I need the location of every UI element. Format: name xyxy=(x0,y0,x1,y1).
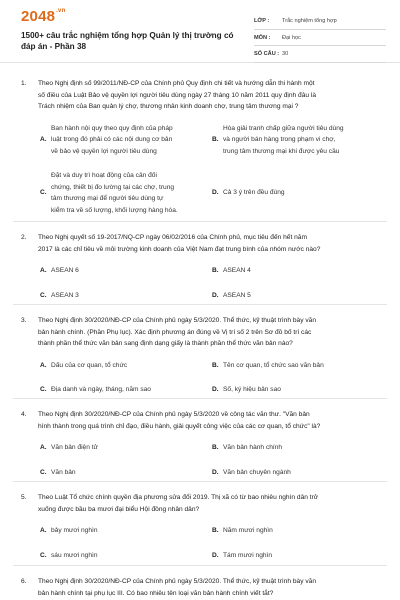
answer-option-c[interactable] xyxy=(40,550,210,562)
question-number: 2. xyxy=(21,234,27,241)
option-text-line: bảy mươi nghìn xyxy=(51,527,98,534)
option-text xyxy=(51,123,173,158)
option-text xyxy=(51,170,178,216)
option-text xyxy=(223,187,285,199)
answer-option-b[interactable] xyxy=(212,123,382,158)
option-text-line: kiểm tra về số lượng, khối lượng hàng hóa. xyxy=(51,206,178,214)
question-number: 3. xyxy=(21,317,27,324)
option-letter: C. xyxy=(40,386,47,393)
page-header xyxy=(0,0,400,63)
option-text-line: Ban hành nội quy theo quy định của pháp xyxy=(51,124,173,132)
question-text-line: Theo Nghị định số 99/2011/NĐ-CP của Chính phủ Quy định chi tiết và hướng dẫn thi hành một xyxy=(38,80,315,87)
option-letter: A. xyxy=(40,267,47,274)
option-text-line: ASEAN 5 xyxy=(223,291,251,299)
site-logo[interactable]: $2048^{.vn}$ xyxy=(21,8,66,25)
option-text xyxy=(51,525,98,537)
option-letter: A. xyxy=(40,136,47,143)
option-letter: D. xyxy=(212,386,219,393)
option-text-line: Văn bản chuyên ngành xyxy=(223,468,291,476)
question-separator xyxy=(13,304,387,305)
question-separator xyxy=(13,398,387,399)
answer-option-b[interactable] xyxy=(212,525,382,537)
question-separator xyxy=(13,565,387,566)
option-text xyxy=(51,550,98,562)
question-separator xyxy=(13,481,387,482)
option-text-line: Văn bản điện tử xyxy=(51,444,98,451)
option-letter: B. xyxy=(212,361,219,369)
meta-key: LỚP : xyxy=(254,18,270,25)
question-separator xyxy=(13,221,387,222)
answer-option-b[interactable] xyxy=(212,360,382,372)
option-text-line: trung tâm thương mại khi được yêu cầu xyxy=(223,147,340,155)
answer-option-d[interactable] xyxy=(212,384,382,396)
answer-option-a[interactable] xyxy=(40,265,210,277)
option-letter: D. xyxy=(212,551,219,559)
answer-option-d[interactable] xyxy=(212,290,382,302)
question-number: 4. xyxy=(21,411,27,418)
option-text-line: Dấu của cơ quan, tổ chức xyxy=(51,361,128,369)
question-text-line: Theo Nghị định 30/2020/NĐ-CP của Chính phủ ngày 5/3/2020. Thể thức, kỹ thuật trình bày văn xyxy=(38,578,316,585)
question-text xyxy=(38,315,388,350)
question-text-line: Theo Luật Tổ chức chính quyền địa phương sửa đổi 2019. Thị xã có từ bao nhiêu nghìn dân trở xyxy=(38,494,319,501)
question-text-line: bản hành chính. (Phần Phụ lục). Xác định phương án đúng về Vị trí số 2 trên Sơ đồ bố trí các xyxy=(38,328,312,336)
document-meta xyxy=(254,14,386,64)
option-text xyxy=(51,442,98,454)
answer-option-d[interactable] xyxy=(212,467,382,479)
option-letter: C. xyxy=(40,468,47,476)
question-text-line: hình thành trong quá trình chỉ đạo, điều hành, giải quyết công việc của các cơ quan, tổ chức" là? xyxy=(38,422,321,430)
answer-option-c[interactable] xyxy=(40,384,210,396)
meta-row-class xyxy=(254,14,386,30)
option-text-line: Năm mươi nghìn xyxy=(223,527,273,534)
meta-value: Đại học xyxy=(282,34,301,41)
option-text-line: Văn bản hành chính xyxy=(223,444,283,451)
option-text xyxy=(223,442,282,454)
option-text xyxy=(51,360,127,372)
meta-key: MÔN : xyxy=(254,34,271,41)
option-letter: A. xyxy=(40,361,47,369)
option-text-line: sáu mươi nghìn xyxy=(51,551,98,559)
question-text-line: số điều của Luật Bảo vệ quyền lợi người tiêu dùng ngày 27 tháng 10 năm 2011 quy định đâu là xyxy=(38,91,316,99)
option-text-line: Cả 3 ý trên đều đúng xyxy=(223,189,285,197)
option-text xyxy=(223,550,272,562)
option-text xyxy=(223,467,291,479)
question-number: 5. xyxy=(21,494,27,501)
question-text-line: Trách nhiệm của Ban quản lý chợ, thương nhân kinh doanh chợ, trung tâm thương mại ? xyxy=(38,103,299,110)
option-text-line: Đặt và duy trì hoạt động của cân đối xyxy=(51,172,157,179)
option-text xyxy=(223,265,251,277)
option-text-line: Địa danh và ngày, tháng, năm sao xyxy=(51,386,151,393)
meta-row-count xyxy=(254,47,386,63)
option-letter: B. xyxy=(212,267,219,274)
answer-option-a[interactable] xyxy=(40,525,210,537)
option-letter: A. xyxy=(40,527,47,534)
question-number: 1. xyxy=(21,80,27,87)
option-text-line: về bảo vệ quyền lợi người tiêu dùng xyxy=(51,147,157,155)
option-letter: D. xyxy=(212,189,219,197)
option-text-line: tâm thương mại để người tiêu dùng tự xyxy=(51,195,164,202)
question-text xyxy=(38,232,388,255)
option-text-line: chứng, thiết bị đo lường tại các chợ, trung xyxy=(51,183,175,191)
answer-option-a[interactable] xyxy=(40,442,210,454)
question-number: 6. xyxy=(21,578,27,585)
option-text-line: ASEAN 6 xyxy=(51,267,79,274)
option-text xyxy=(51,467,76,479)
option-text xyxy=(51,384,151,396)
option-letter: A. xyxy=(40,444,47,451)
answer-option-c[interactable] xyxy=(40,290,210,302)
option-letter: B. xyxy=(212,444,219,451)
question-text-line: Theo Nghị định 30/2020/NĐ-CP của Chính phủ ngày 5/3/2020 về công tác văn thư. "Văn bản xyxy=(38,411,310,418)
question-text xyxy=(38,492,388,515)
question-text-line: xuống được bầu ba mươi đại biểu Hội đồng nhân dân? xyxy=(38,505,200,513)
option-letter: B. xyxy=(212,527,219,534)
question-text xyxy=(38,409,388,432)
answer-option-c[interactable] xyxy=(40,467,210,479)
answer-option-c[interactable] xyxy=(40,170,210,216)
question-text xyxy=(38,576,388,599)
option-text-line: Tên cơ quan, tổ chức sao văn bản xyxy=(223,361,324,369)
option-text-line: và người bán hàng trong phạm vi chợ, xyxy=(223,136,336,143)
option-text xyxy=(51,265,79,277)
option-text-line: luật trong đó phải có các nội dung cơ bản xyxy=(51,136,173,143)
option-letter: D. xyxy=(212,291,219,299)
option-text-line: Văn bản xyxy=(51,468,76,476)
question-text xyxy=(38,78,388,113)
option-text-line: Hòa giải tranh chấp giữa người tiêu dùng xyxy=(223,124,344,132)
option-text xyxy=(223,360,324,372)
option-letter: D. xyxy=(212,468,219,476)
option-letter: C. xyxy=(40,189,47,197)
answer-option-b[interactable] xyxy=(212,265,382,277)
meta-key: SỐ CÂU : xyxy=(254,51,280,58)
question-text-line: thành phần thể thức văn bản sang định dạng giấy là thành phần thể thức văn bản nào? xyxy=(38,340,293,347)
answer-option-d[interactable] xyxy=(212,550,382,562)
option-letter: B. xyxy=(212,136,219,143)
answer-option-a[interactable] xyxy=(40,123,210,158)
option-text-line: Tám mươi nghìn xyxy=(223,551,273,559)
answer-option-a[interactable] xyxy=(40,360,210,372)
meta-value: Trắc nghiệm tổng hợp xyxy=(282,18,337,25)
option-text-line: Số, ký hiệu bản sao xyxy=(223,386,281,393)
option-text-line: ASEAN 3 xyxy=(51,291,79,299)
option-letter: C. xyxy=(40,291,47,299)
option-text-line: ASEAN 4 xyxy=(223,267,251,274)
question-text-line: Theo Nghị định 30/2020/NĐ-CP của Chính phủ ngày 5/3/2020. Thể thức, kỹ thuật trình bày văn xyxy=(38,317,316,324)
meta-value: 30 xyxy=(282,51,289,58)
option-text xyxy=(51,290,79,302)
option-text xyxy=(223,525,273,537)
question-text-line: Theo Nghị quyết số 19-2017/NQ-CP ngày 06/02/2016 của Chính phủ, mục tiêu đến hết năm xyxy=(38,234,307,241)
option-text xyxy=(223,123,344,158)
question-text-line: bản hành chính tại phụ lục III. Có bao nhiêu tên loại văn bản hành chính viết tắt? xyxy=(38,589,274,597)
option-text xyxy=(223,384,281,396)
document-title: 1500+ câu trắc nghiệm tổng hợp Quản lý thị trường có đáp án - Phần 38 xyxy=(21,31,234,51)
option-text xyxy=(223,290,251,302)
option-letter: C. xyxy=(40,551,47,559)
meta-row-subject xyxy=(254,31,386,47)
answer-option-b[interactable] xyxy=(212,442,382,454)
question-text-line: 2017 là các chỉ tiêu về môi trường kinh doanh của Việt Nam đạt trung bình của nhóm nước nào? xyxy=(38,245,321,253)
answer-option-d[interactable] xyxy=(212,170,382,216)
